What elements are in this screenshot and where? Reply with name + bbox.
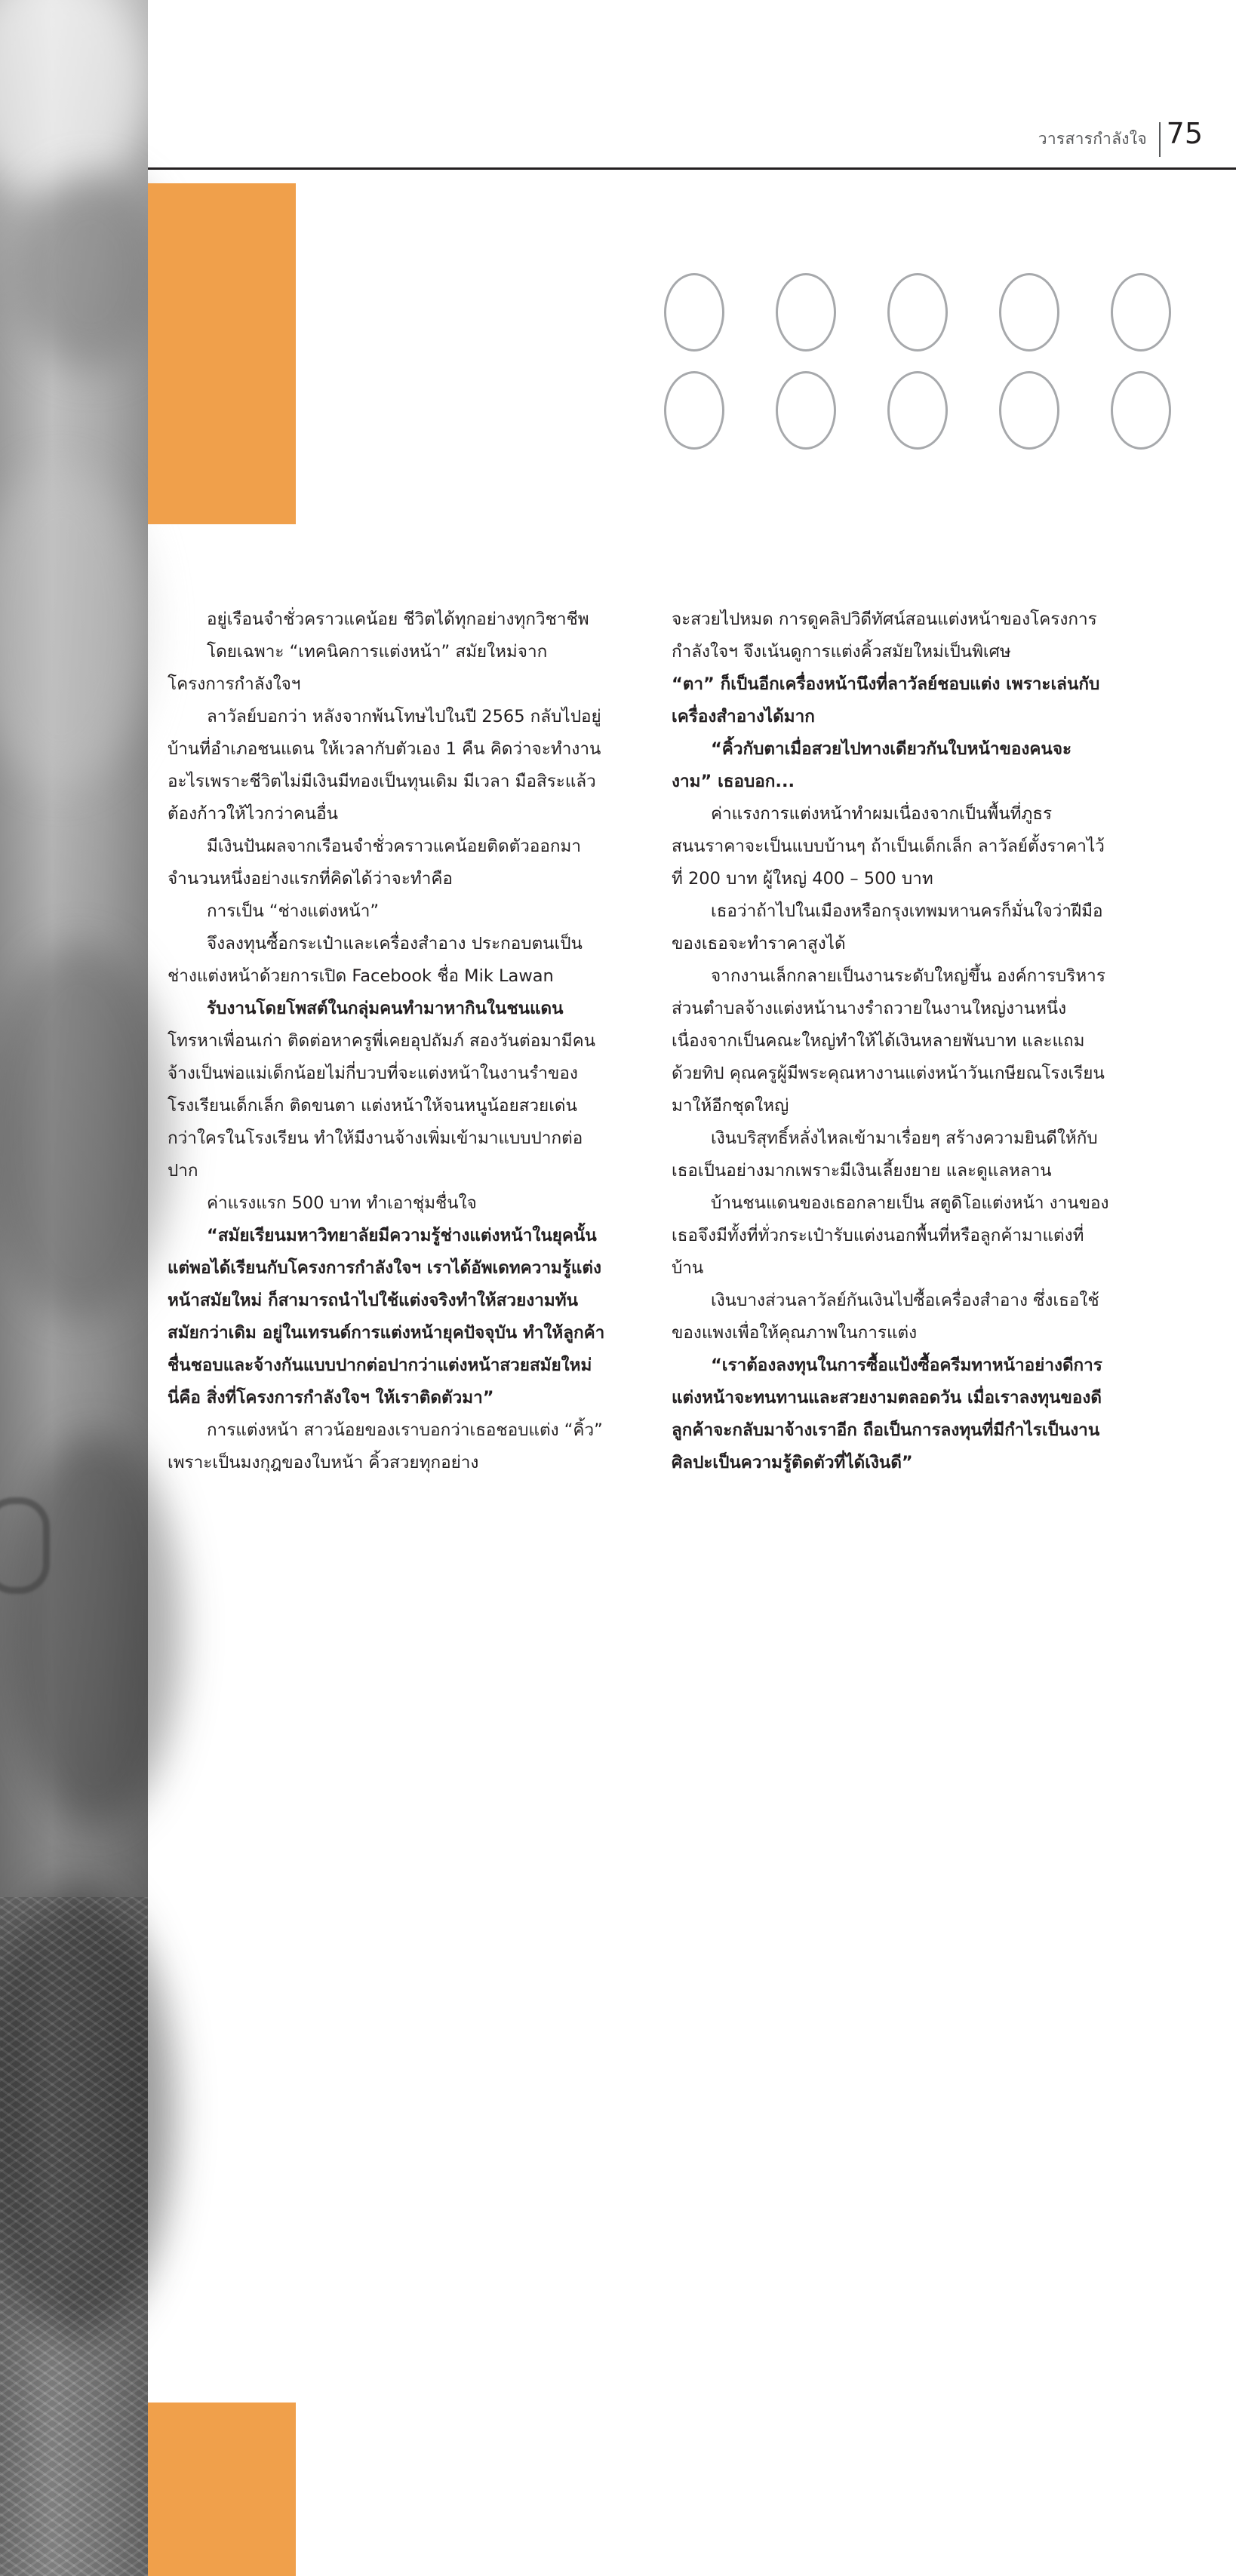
decorative-ring (999, 371, 1059, 450)
body-paragraph: อยู่เรือนจำชั่วคราวแคน้อย ชีวิตได้ทุกอย่างทุกวิชาชีพ (207, 609, 589, 629)
body-paragraph: “สมัยเรียนมหาวิทยาลัยมีความรู้ช่างแต่งหน้าในยุคนั้น แต่พอได้เรียนกับโครงการกำลังใจฯ เราได้อัพเดทความรู้แต่งหน้าสมัยใหม่ ก็สามารถนำไปใช้แต่งจริงทำให้สวยงามทันสมัยกว่าเดิม อยู่ในเทรนด์การแต่งหน้ายุคปัจจุบัน ทำให้ลูกค้าชื่นชอบและจ้างกันแบบปากต่อปากว่าแต่งหน้าสวยสมัยใหม่ นี่คือ สิ่งที่โครงการกำลังใจฯ ให้เราติดตัวมา” (168, 1226, 605, 1408)
body-paragraph: การเป็น “ช่างแต่งหน้า” (207, 901, 379, 921)
decorative-ring (1111, 371, 1171, 450)
body-paragraph: จะสวยไปหมด การดูคลิปวิดีทัศน์สอนแต่งหน้าของโครงการกำลังใจฯ จึงเน้นดูการแต่งคิ้วสมัยใหม่เป็นพิเศษ (672, 609, 1097, 662)
decorative-ring (887, 273, 948, 352)
body-column-right (672, 603, 1109, 1479)
decorative-ring (664, 371, 724, 450)
header-divider (1159, 122, 1161, 157)
photo-blur-shape (0, 468, 151, 784)
orange-accent-block-top (148, 183, 296, 524)
body-paragraph: เงินบางส่วนลาวัลย์กันเงินไปซื้อเครื่องสำอาง ซึ่งเธอใช้ของแพงเพื่อให้คุณภาพในการแต่ง (672, 1291, 1099, 1343)
page-number: 75 (1166, 117, 1203, 150)
body-paragraph: โดยเฉพาะ “เทคนิคการแต่งหน้า” สมัยใหม่จากโครงการกำลังใจฯ (168, 642, 548, 694)
body-paragraph: บ้านชนแดนของเธอกลายเป็น สตูดิโอแต่งหน้า งานของเธอจึงมีทั้งที่ทั่วกระเป๋ารับแต่งนอกพื้นที่หรือลูกค้ามาแต่งที่บ้าน (672, 1193, 1109, 1278)
body-paragraph: “เราต้องลงทุนในการซื้อแป้งซื้อครีมทาหน้าอย่างดีการแต่งหน้าจะทนทานและสวยงามตลอดวัน เมื่อเราลงทุนของดีลูกค้าจะกลับมาจ้างเราอีก ถือเป็นการลงทุนที่มีกำไรเป็นงานศิลปะเป็นความรู้ติดตัวที่ได้เงินดี” (672, 1356, 1102, 1472)
orange-accent-block-bottom (148, 2403, 296, 2576)
body-paragraph: เธอว่าถ้าไปในเมืองหรือกรุงเทพมหานครก็มั่นใจว่าฝีมือของเธอจะทำราคาสูงได้ (672, 901, 1103, 953)
decorative-ring (776, 371, 836, 450)
body-paragraph: มีเงินปันผลจากเรือนจำชั่วคราวแคน้อยติดตัวออกมาจำนวนหนึ่งอย่างแรกที่คิดได้ว่าจะทำคือ (168, 837, 581, 889)
photo-blur-shape (8, 1433, 181, 1825)
body-paragraph: การแต่งหน้า สาวน้อยของเราบอกว่าเธอชอบแต่ง “คิ้ว” เพราะเป็นมงกุฎของใบหน้า คิ้วสวยทุกอย่าง (168, 1420, 603, 1472)
body-paragraph: โทรหาเพื่อนเก่า ติดต่อหาครูพี่เคยอุปถัมภ์ สองวันต่อมามีคนจ้างเป็นพ่อแม่เด็กน้อยไม่กี่บวบที่จะแต่งหน้าในงานรำของโรงเรียนเด็กเล็ก ติดขนตา แต่งหน้าให้จนหนูน้อยสวยเด่นกว่าใครในโรงเรียน ทำให้มีงานจ้างเพิ่มเข้ามาแบบปากต่อปาก (168, 1031, 596, 1181)
photo-handle-shape (0, 1497, 50, 1594)
header-rule (148, 167, 1236, 170)
decorative-ring (776, 273, 836, 352)
body-paragraph: จากงานเล็กกลายเป็นงานระดับใหญ่ขึ้น องค์การบริหารส่วนตำบลจ้างแต่งหน้านางรำถวายในงานใหญ่งานหนึ่ง เนื่องจากเป็นคณะใหญ่ทำให้ได้เงินหลายพันบาท และแถมด้วยทิป คุณครูผู้มีพระคุณหางานแต่งหน้าวันเกษียณโรงเรียนมาให้อีกชุดใหญ่ (672, 966, 1105, 1116)
decorative-ring (887, 371, 948, 450)
circle-decoration-grid (664, 273, 1236, 486)
body-paragraph: ลาวัลย์บอกว่า หลังจากพ้นโทษไปในปี 2565 กลับไปอยู่บ้านที่อำเภอชนแดน ให้เวลากับตัวเอง 1 คืน คิดว่าจะทำงานอะไรเพราะชีวิตไม่มีเงินมีทองเป็นทุนเดิม มีเวลา มือสิระแล้วต้องก้าวให้ไวกว่าคนอื่น (168, 707, 601, 824)
photo-texture (0, 1897, 148, 2576)
body-paragraph: รับงานโดยโพสต์ในกลุ่มคนทำมาหากินในชนแดน (207, 999, 564, 1018)
body-paragraph: “ตา” ก็เป็นอีกเครื่องหน้านึงที่ลาวัลย์ชอบแต่ง เพราะเล่นกับเครื่องสำอางได้มาก (672, 674, 1100, 726)
body-column-left (168, 603, 605, 1479)
decorative-ring (1111, 273, 1171, 352)
background-photo (0, 0, 148, 2576)
decorative-ring (999, 273, 1059, 352)
photo-blur-shape (0, 943, 174, 1320)
decorative-ring (664, 273, 724, 352)
body-paragraph: เงินบริสุทธิ์หลั่งไหลเข้ามาเรื่อยๆ สร้างความยินดีให้กับเธอเป็นอย่างมากเพราะมีเงินเลี้ยงยาย และดูแลหลาน (672, 1128, 1098, 1181)
body-paragraph: ค่าแรงแรก 500 บาท ทำเอาชุ่มชื่นใจ (207, 1193, 477, 1213)
photo-blur-shape (15, 173, 166, 370)
photo-blur-shape (0, 0, 151, 196)
running-head: วารสารกำลังใจ (1038, 130, 1147, 148)
body-paragraph: “คิ้วกับตาเมื่อสวยไปทางเดียวกันใบหน้าของคนจะงาม” เธอบอก... (672, 739, 1072, 791)
body-paragraph: ค่าแรงการแต่งหน้าทำผมเนื่องจากเป็นพื้นที่ภูธรสนนราคาจะเป็นแบบบ้านๆ ถ้าเป็นเด็กเล็ก ลาวัลย์ตั้งราคาไว้ที่ 200 บาท ผู้ใหญ่ 400 – 500 บาท (672, 804, 1105, 889)
body-paragraph: จึงลงทุนซื้อกระเป๋าและเครื่องสำอาง ประกอบตนเป็นช่างแต่งหน้าด้วยการเปิด Facebook ชื่อ Mik Lawan (168, 934, 583, 986)
